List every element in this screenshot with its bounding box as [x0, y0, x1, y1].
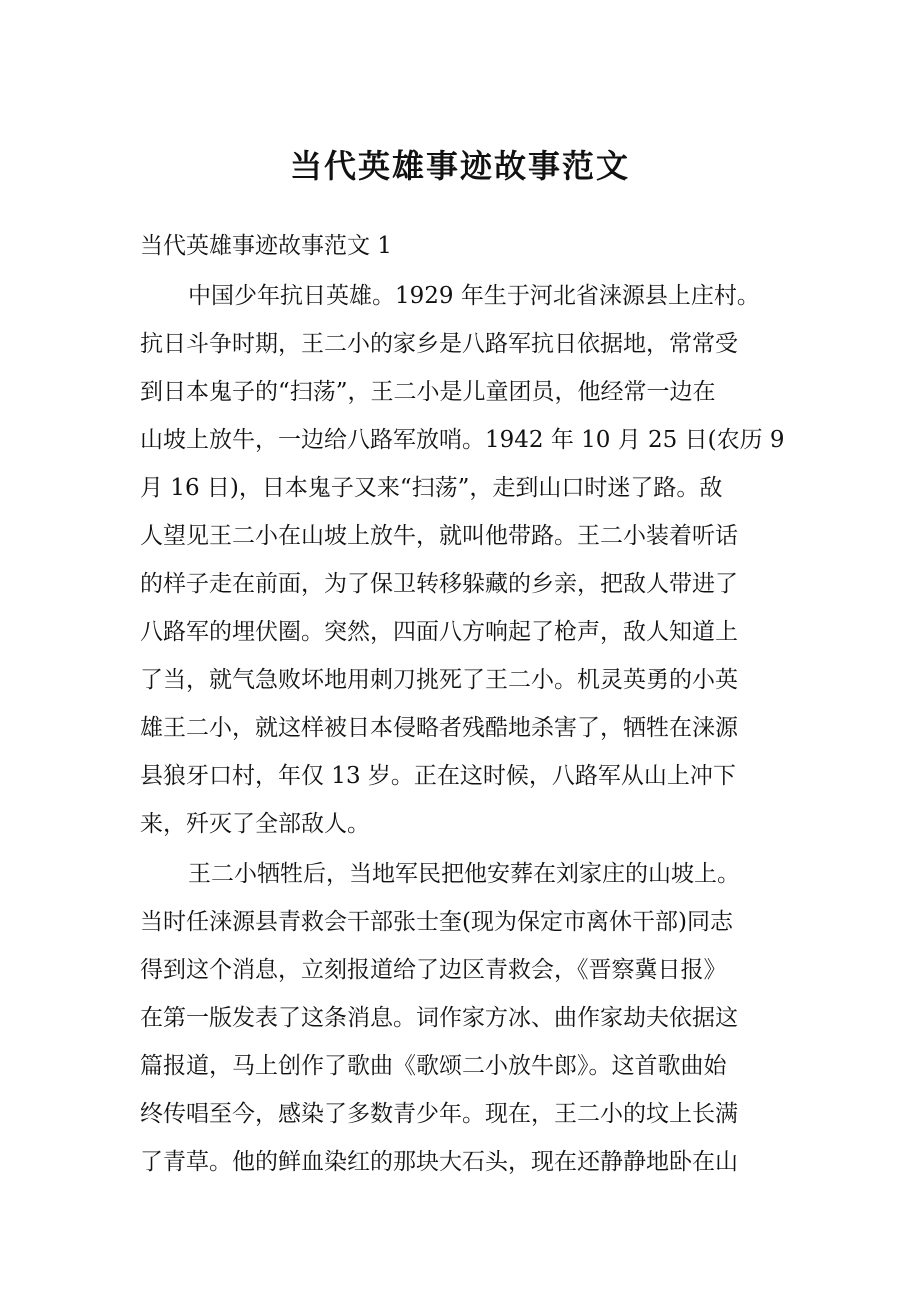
paragraph-line: 雄王二小，就这样被日本侵略者残酷地杀害了，牺牲在涞源	[140, 715, 738, 741]
paragraph-line: 到日本鬼子的“扫荡”，王二小是儿童团员，他经常一边在	[140, 379, 716, 405]
paragraph-line: 来，歼灭了全部敌人。	[140, 811, 370, 837]
paragraph-line: 了当，就气急败坏地用刺刀挑死了王二小。机灵英勇的小英	[140, 667, 738, 693]
paragraph-line: 当时任涞源县青救会干部张士奎(现为保定市离休干部)同志	[140, 909, 733, 935]
paragraph-line: 县狼牙口村，年仅 13 岁。正在这时候，八路军从山上冲下	[140, 763, 736, 789]
paragraph-line: 的样子走在前面，为了保卫转移躲藏的乡亲，把敌人带进了	[140, 571, 738, 597]
paragraph-line: 得到这个消息，立刻报道给了边区青救会，《晋察冀日报》	[140, 957, 727, 983]
paragraph-line: 山坡上放牛，一边给八路军放哨。1942 年 10 月 25 日(农历 9	[140, 427, 785, 453]
paragraph-line: 了青草。他的鲜血染红的那块大石头，现在还静静地卧在山	[140, 1149, 738, 1175]
paragraph-line: 中国少年抗日英雄。1929 年生于河北省涞源县上庄村。	[188, 283, 760, 309]
paragraph-line: 篇报道，马上创作了歌曲《歌颂二小放牛郎》。这首歌曲始	[140, 1053, 727, 1079]
section-heading: 当代英雄事迹故事范文 1	[140, 233, 392, 259]
paragraph-line: 抗日斗争时期，王二小的家乡是八路军抗日依据地，常常受	[140, 331, 738, 357]
page-title: 当代英雄事迹故事范文	[289, 147, 630, 185]
paragraph-line: 终传唱至今，感染了多数青少年。现在，王二小的坟上长满	[140, 1101, 738, 1127]
paragraph-line: 八路军的埋伏圈。突然，四面八方响起了枪声，敌人知道上	[140, 619, 738, 645]
paragraph-line: 月 16 日)，日本鬼子又来“扫荡”，走到山口时迷了路。敌	[140, 475, 723, 501]
paragraph-line: 王二小牺牲后，当地军民把他安葬在刘家庄的山坡上。	[188, 861, 740, 887]
paragraph-line: 在第一版发表了这条消息。词作家方冰、曲作家劫夫依据这	[140, 1005, 738, 1031]
paragraph-line: 人望见王二小在山坡上放牛，就叫他带路。王二小装着听话	[140, 523, 738, 549]
